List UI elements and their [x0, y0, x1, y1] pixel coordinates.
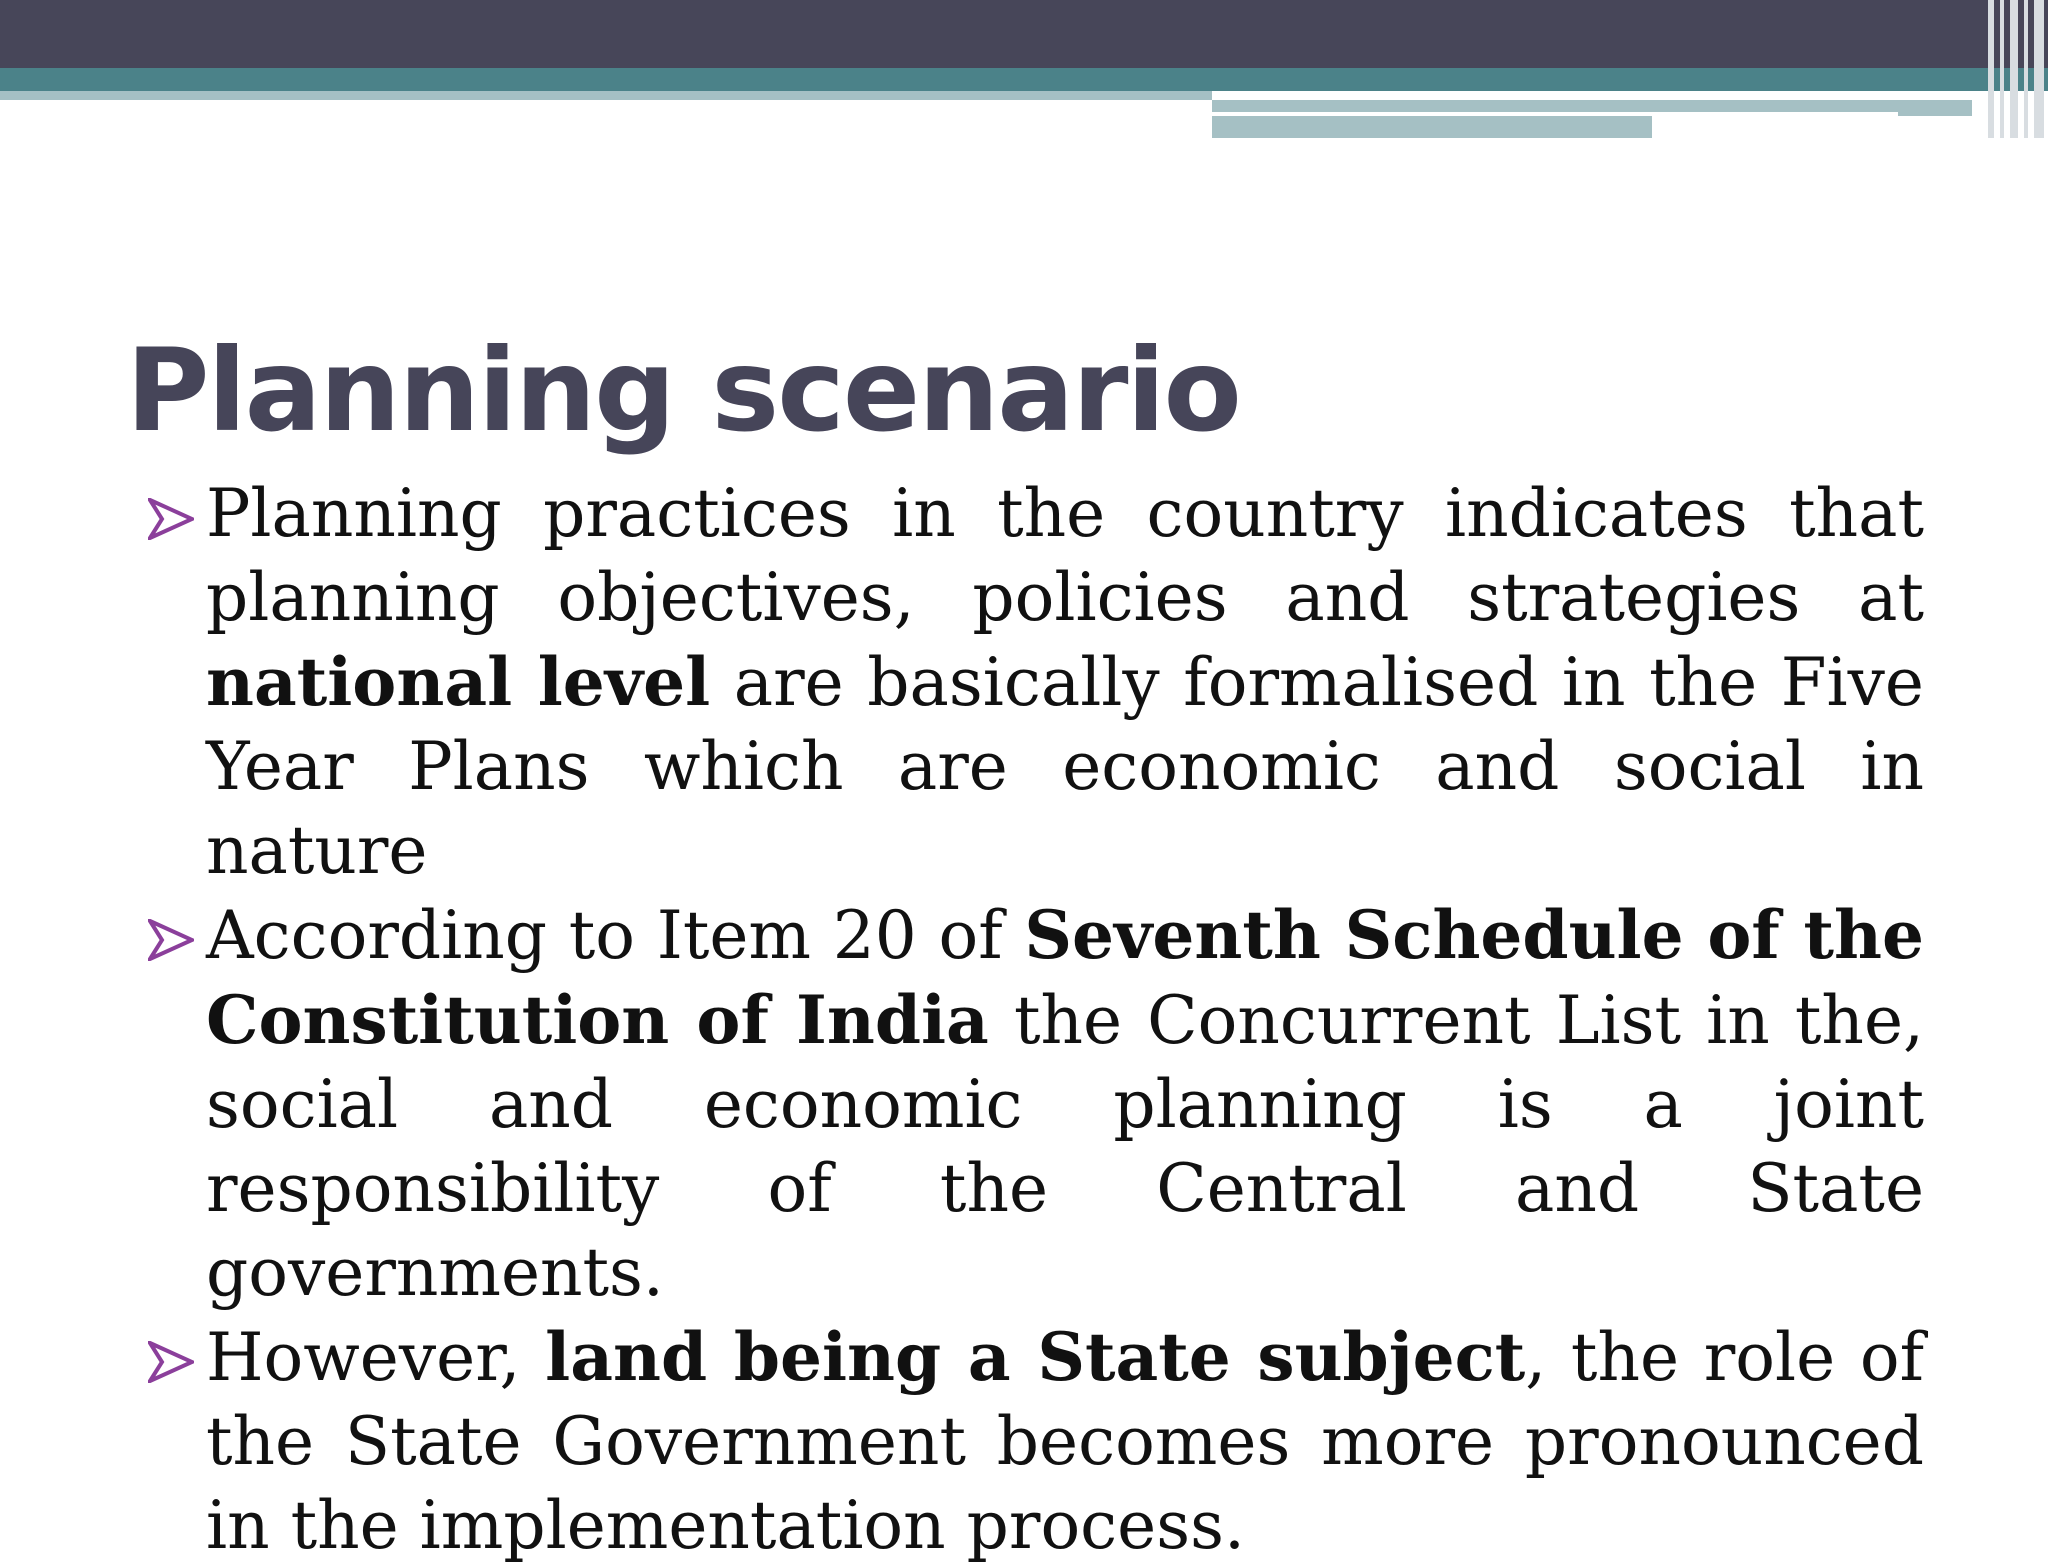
header-light-band-left [0, 91, 1212, 100]
arrow-bullet-icon [148, 498, 194, 540]
bullet-list [148, 472, 1924, 1568]
bullet-item [148, 1315, 1924, 1568]
bullet-item [148, 893, 1924, 1315]
slide-title: Planning scenario [126, 324, 1240, 458]
bullet-text: However, land being a State subject, the role of the State Government becomes more pronounced in the implementation process. [206, 1318, 1925, 1564]
arrow-bullet-icon [148, 919, 194, 961]
header-dark-band [0, 0, 2048, 68]
header-teal-band [0, 68, 2048, 91]
arrow-bullet-icon [148, 1341, 194, 1383]
header-right-stripes [1984, 0, 2048, 138]
bullet-text: Planning practices in the country indicates that planning objectives, policies and strategies at national level are basically formalised in the Five Year Plans which are economic and social in nature [206, 475, 1924, 889]
bullet-item [148, 472, 1924, 893]
bullet-text: According to Item 20 of Seventh Schedule of the Constitution of India the Concurrent List in the, social and economic planning is a joint responsibility of the Central and State governments. [206, 896, 1924, 1311]
header-light-band-step [1212, 116, 1652, 138]
